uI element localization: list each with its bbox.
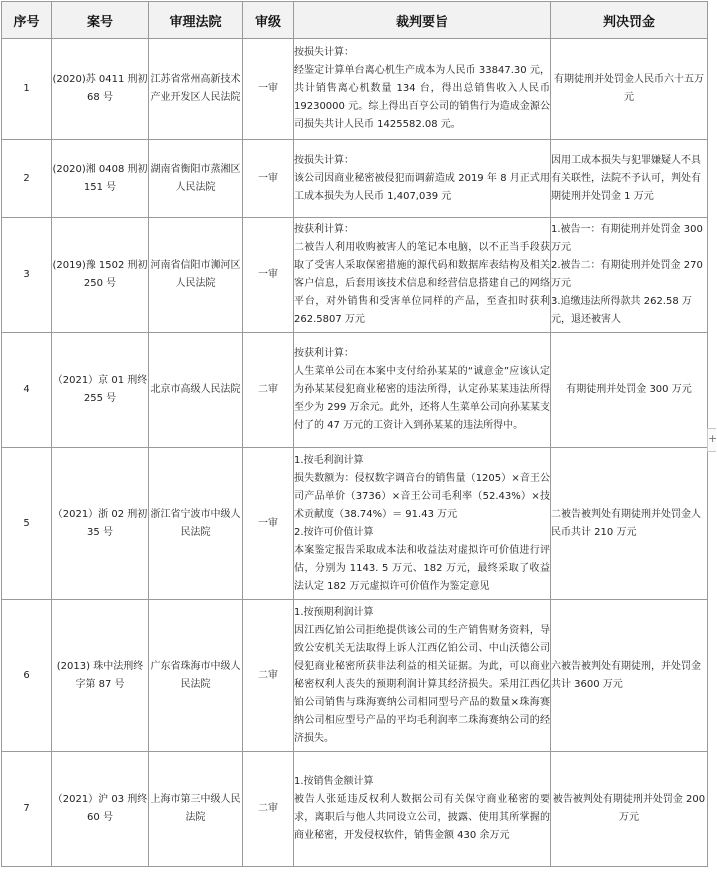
- cell-level: 二审: [243, 752, 294, 867]
- ruling-text: 人生菜单公司在本案中支付给孙某某的“诚意金”应该认定为孙某某侵犯商业秘密的违法所得，认定孙某某违法所得至少为 299 万余元。此外，还将人生菜单公司向孙某某支付了的 47 万元的工资计入到孙某某的违法所得中。: [294, 366, 550, 431]
- cell-no: 3: [2, 218, 52, 333]
- ruling-method: 2.按许可价值计算: [294, 526, 374, 538]
- cell-level: 一审: [243, 39, 294, 140]
- cell-ruling: [294, 333, 551, 448]
- cell-ruling: [294, 39, 551, 140]
- penalty-item: 3.追缴违法所得款共 262.58 万元，退还被害人: [551, 296, 692, 325]
- cell-ruling: [294, 600, 551, 752]
- header-penalty: 判决罚金: [551, 2, 708, 39]
- cell-court: 北京市高级人民法院: [149, 333, 243, 448]
- header-level: 审级: [243, 2, 294, 39]
- ruling-text: 该公司因商业秘密被侵犯而调薪造成 2019 年 8 月正式用工成本损失为人民币 1,407,039 元: [294, 172, 550, 202]
- cell-case: (2013) 珠中法刑终字第 87 号: [52, 600, 149, 752]
- ruling-text: 因江西亿铂公司拒绝提供该公司的生产销售财务资料，导致公安机关无法取得上诉人江西亿铂公司、中山沃德公司侵犯商业秘密所获非法利益的相关证据。为此，可以商业秘密权利人丧失的预期利润计算其经济损失。采用江西亿铂公司销售与珠海赛纳公司相同型号产品的数量×珠海赛纳公司相应型号产品的平均毛利润率二珠海赛纳公司的经济损失。: [294, 624, 550, 744]
- header-court: 审理法院: [149, 2, 243, 39]
- header-no: 序号: [2, 2, 52, 39]
- cell-case: （2021）浙 02 刑初 35 号: [52, 448, 149, 600]
- cell-no: 7: [2, 752, 52, 867]
- cell-level: 二审: [243, 333, 294, 448]
- cell-court: 湖南省衡阳市蒸湘区人民法院: [149, 140, 243, 218]
- cell-case: (2020)湘 0408 刑初 151 号: [52, 140, 149, 218]
- table-row: [2, 39, 708, 140]
- ruling-method: 按获利计算：: [294, 224, 354, 235]
- header-case: 案号: [52, 2, 149, 39]
- table-row: [2, 448, 708, 600]
- ruling-text: 本案鉴定报告采取成本法和收益法对虚拟许可价值进行评估，分别为 1143. 5 万元、182 万元，最终采取了收益法认定 182 万元虚拟许可价值作为鉴定意见: [294, 544, 550, 592]
- table-row: [2, 140, 708, 218]
- cell-case: （2021）京 01 刑终 255 号: [52, 333, 149, 448]
- cell-penalty: 有期徒刑并处罚金 300 万元: [551, 333, 708, 448]
- cell-no: 2: [2, 140, 52, 218]
- cell-court: 广东省珠海市中级人民法院: [149, 600, 243, 752]
- cell-level: 一审: [243, 448, 294, 600]
- header-row: [2, 2, 708, 39]
- table-row: [2, 333, 708, 448]
- ruling-method: 1.按毛利润计算: [294, 454, 364, 466]
- cell-no: 6: [2, 600, 52, 752]
- ruling-text: 损失数额为：侵权数字调音台的销售量（1205）×音王公司产品单价（3736）×音王公司毛利率（52.43%）×技术贡献度（38.74%）＝ 91.43 万元: [294, 472, 550, 520]
- cell-level: 一审: [243, 218, 294, 333]
- cell-penalty: 因用工成本损失与犯罪嫌疑人不具有关联性，法院不予认可，判处有期徒刑并处罚金 1 万元: [551, 140, 708, 218]
- cell-penalty: 被告被判处有期徒刑并处罚金 200 万元: [551, 752, 708, 867]
- ruling-method: 1.按预期利润计算: [294, 606, 374, 618]
- penalty-item: 2.被告二：有期徒刑并处罚金 270 万元: [551, 260, 703, 289]
- cell-ruling: [294, 140, 551, 218]
- ruling-method: 按获利计算：: [294, 348, 354, 359]
- cell-penalty: [551, 218, 708, 333]
- cell-no: 1: [2, 39, 52, 140]
- table-row: [2, 752, 708, 867]
- cell-court: 江苏省常州高新技术产业开发区人民法院: [149, 39, 243, 140]
- cell-level: 二审: [243, 600, 294, 752]
- ruling-text: 经鉴定计算单台离心机生产成本为人民币 33847.30 元，共计销售离心机数量 134 台，得出总销售收入人民币 19230000 元。综上得出百亨公司的销售行为造成金源公司损失共计人民币 1425582.08 元。: [294, 65, 550, 130]
- cell-penalty: 有期徒刑并处罚金人民币六十五万元: [551, 39, 708, 140]
- cell-ruling: [294, 448, 551, 600]
- cell-no: 5: [2, 448, 52, 600]
- ruling-method: 按损失计算：: [294, 47, 354, 58]
- cell-penalty: 二被告被判处有期徒刑并处罚金人民币共计 210 万元: [551, 448, 708, 600]
- table-row: [2, 600, 708, 752]
- cases-table: [1, 1, 708, 867]
- header-ruling: 裁判要旨: [294, 2, 551, 39]
- cell-case: (2019)豫 1502 刑初 250 号: [52, 218, 149, 333]
- ruling-text: 被告人张延违反权利人数据公司有关保守商业秘密的要求，离职后与他人共同设立公司，披露、使用其所掌握的商业秘密，开发侵权软件，销售金额 430 余万元: [294, 794, 550, 841]
- penalty-item: 1.被告一：有期徒刑并处罚金 300 万元: [551, 224, 703, 253]
- cell-penalty: 六被告被判处有期徒刑，并处罚金共计 3600 万元: [551, 600, 708, 752]
- cell-court: 浙江省宁波市中级人民法院: [149, 448, 243, 600]
- ruling-text: 二被告人利用收购被害人的笔记本电脑，以不正当手段获取了受害人采取保密措施的源代码和数据库表结构及相关客户信息，后套用该技术信息和经营信息搭建自己的网络平台，对外销售和受害单位同样的产品，至查扣时获利 262.5807 万元: [294, 242, 550, 325]
- cell-level: 一审: [243, 140, 294, 218]
- table-row: [2, 218, 708, 333]
- ruling-method: 按损失计算：: [294, 154, 354, 166]
- cell-court: 上海市第三中级人民法院: [149, 752, 243, 867]
- expand-handle[interactable]: +: [707, 428, 716, 452]
- cell-case: (2020)苏 0411 刑初 68 号: [52, 39, 149, 140]
- cell-court: 河南省信阳市浉河区人民法院: [149, 218, 243, 333]
- cell-case: （2021）沪 03 刑终 60 号: [52, 752, 149, 867]
- cell-no: 4: [2, 333, 52, 448]
- cell-ruling: [294, 752, 551, 867]
- ruling-method: 1.按销售金额计算: [294, 776, 374, 787]
- cell-ruling: [294, 218, 551, 333]
